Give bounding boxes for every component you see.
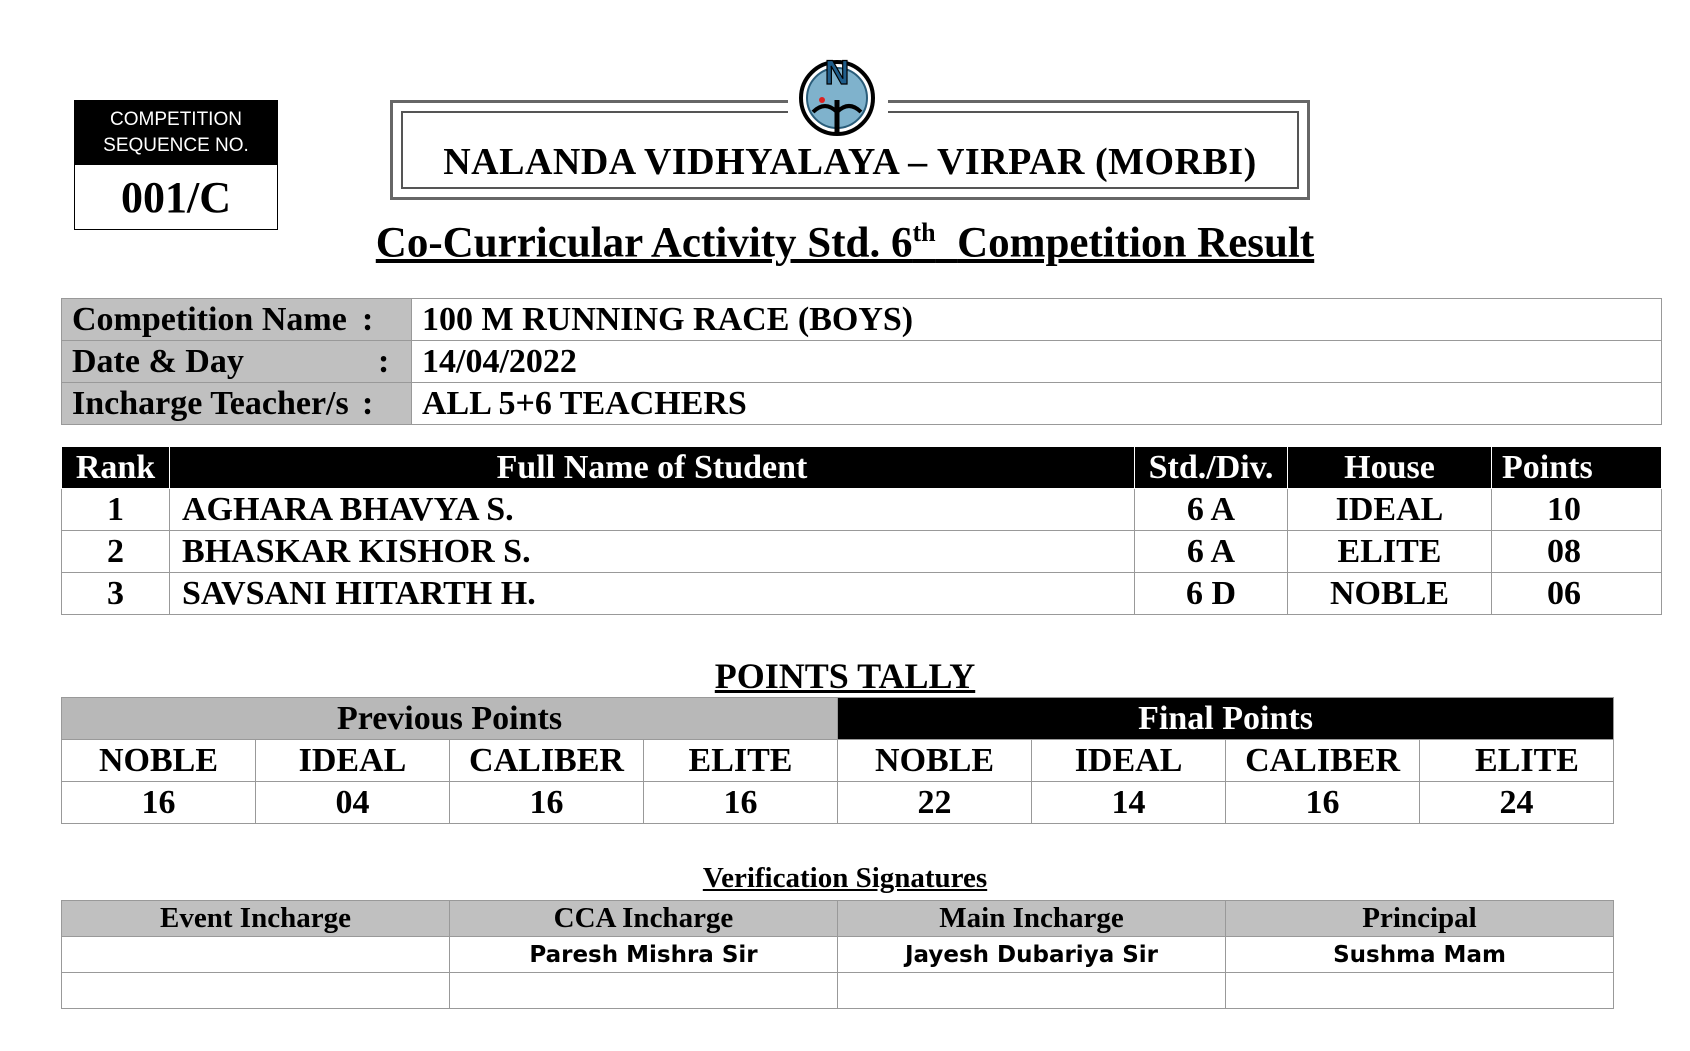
title-suffix: Competition Result [957,219,1315,267]
rank-cell: 1 [62,489,170,531]
signature-cell [838,973,1226,1009]
results-table [61,446,1593,615]
previous-points-value: 04 [256,782,450,824]
student-name-cell: SAVSANI HITARTH H. [170,573,1135,615]
info-label: Competition Name [72,300,347,338]
previous-points-value: 16 [450,782,644,824]
principal-name: Sushma Mam [1226,937,1614,973]
info-label: Incharge Teacher/s [72,384,349,422]
event-incharge-name [62,937,450,973]
info-value: ALL 5+6 TEACHERS [412,383,1662,425]
signature-cell [62,973,450,1009]
signature-cell [1226,973,1614,1009]
signature-header-row [62,901,1614,937]
title-prefix: Co-Curricular Activity Std. 6 [375,219,913,267]
points-tally-title: POINTS TALLY [714,656,976,696]
previous-points-header: Previous Points [62,698,838,740]
final-points-value: 16 [1226,782,1420,824]
student-name-cell: BHASKAR KISHOR S. [170,531,1135,573]
main-incharge-name: Jayesh Dubariya Sir [838,937,1226,973]
logo-letter: N [824,54,850,92]
title-superscript: th [912,218,936,247]
house-cell: ELITE [1288,531,1492,573]
principal-header: Principal [1226,901,1614,937]
info-row: Competition Name : 100 M RUNNING RACE (BOYS) [62,299,1662,341]
signature-cell [450,973,838,1009]
competition-sequence-box [74,100,278,230]
signature-name-row [62,937,1614,973]
house-cell: NOBLE [1288,573,1492,615]
std-div-cell: 6 A [1135,531,1288,573]
cca-incharge-name: Paresh Mishra Sir [450,937,838,973]
header-points: Points [1492,447,1662,489]
sequence-label [75,101,277,165]
info-label: Date & Day [72,342,244,380]
house-header: IDEAL [256,740,450,782]
cca-incharge-header: CCA Incharge [450,901,838,937]
header-rank: Rank [62,447,170,489]
info-row: Date & Day : 14/04/2022 [62,341,1662,383]
rank-cell: 3 [62,573,170,615]
final-points-header: Final Points [838,698,1614,740]
points-cell: 06 [1492,573,1662,615]
student-name-cell: AGHARA BHAVYA S. [170,489,1135,531]
signatures-table [61,900,1571,1009]
house-header: NOBLE [838,740,1032,782]
rank-cell: 2 [62,531,170,573]
points-cell: 08 [1492,531,1662,573]
results-header-row [62,447,1662,489]
table-row [62,489,1662,531]
tally-house-row [62,740,1614,782]
signature-blank-row [62,973,1614,1009]
sequence-label-line2: SEQUENCE NO. [103,135,249,156]
header-full-name: Full Name of Student [170,447,1135,489]
header-std-div: Std./Div. [1135,447,1288,489]
verification-signatures-title: Verification Signatures [702,862,988,894]
table-row [62,573,1662,615]
competition-info-table [61,298,1571,425]
final-points-value: 24 [1420,782,1614,824]
sequence-number: 001/C [121,172,231,222]
final-points-value: 22 [838,782,1032,824]
event-incharge-header: Event Incharge [62,901,450,937]
tally-values-row [62,782,1614,824]
house-header: ELITE [644,740,838,782]
house-header: NOBLE [62,740,256,782]
sequence-label-line1: COMPETITION [110,109,242,130]
page-title [0,218,1690,267]
house-header: ELITE [1420,740,1614,782]
house-header: CALIBER [450,740,644,782]
previous-points-value: 16 [644,782,838,824]
tally-group-row [62,698,1614,740]
previous-points-value: 16 [62,782,256,824]
info-value: 100 M RUNNING RACE (BOYS) [412,299,1662,341]
house-header: CALIBER [1226,740,1420,782]
school-name: NALANDA VIDHYALAYA – VIRPAR (MORBI) [443,141,1257,183]
std-div-cell: 6 A [1135,489,1288,531]
info-value: 14/04/2022 [412,341,1662,383]
house-header: IDEAL [1032,740,1226,782]
main-incharge-header: Main Incharge [838,901,1226,937]
std-div-cell: 6 D [1135,573,1288,615]
house-cell: IDEAL [1288,489,1492,531]
header-house: House [1288,447,1492,489]
points-tally-table [61,697,1579,824]
points-cell: 10 [1492,489,1662,531]
info-row: Incharge Teacher/s : ALL 5+6 TEACHERS [62,383,1662,425]
school-logo-icon [795,50,879,142]
final-points-value: 14 [1032,782,1226,824]
table-row [62,531,1662,573]
